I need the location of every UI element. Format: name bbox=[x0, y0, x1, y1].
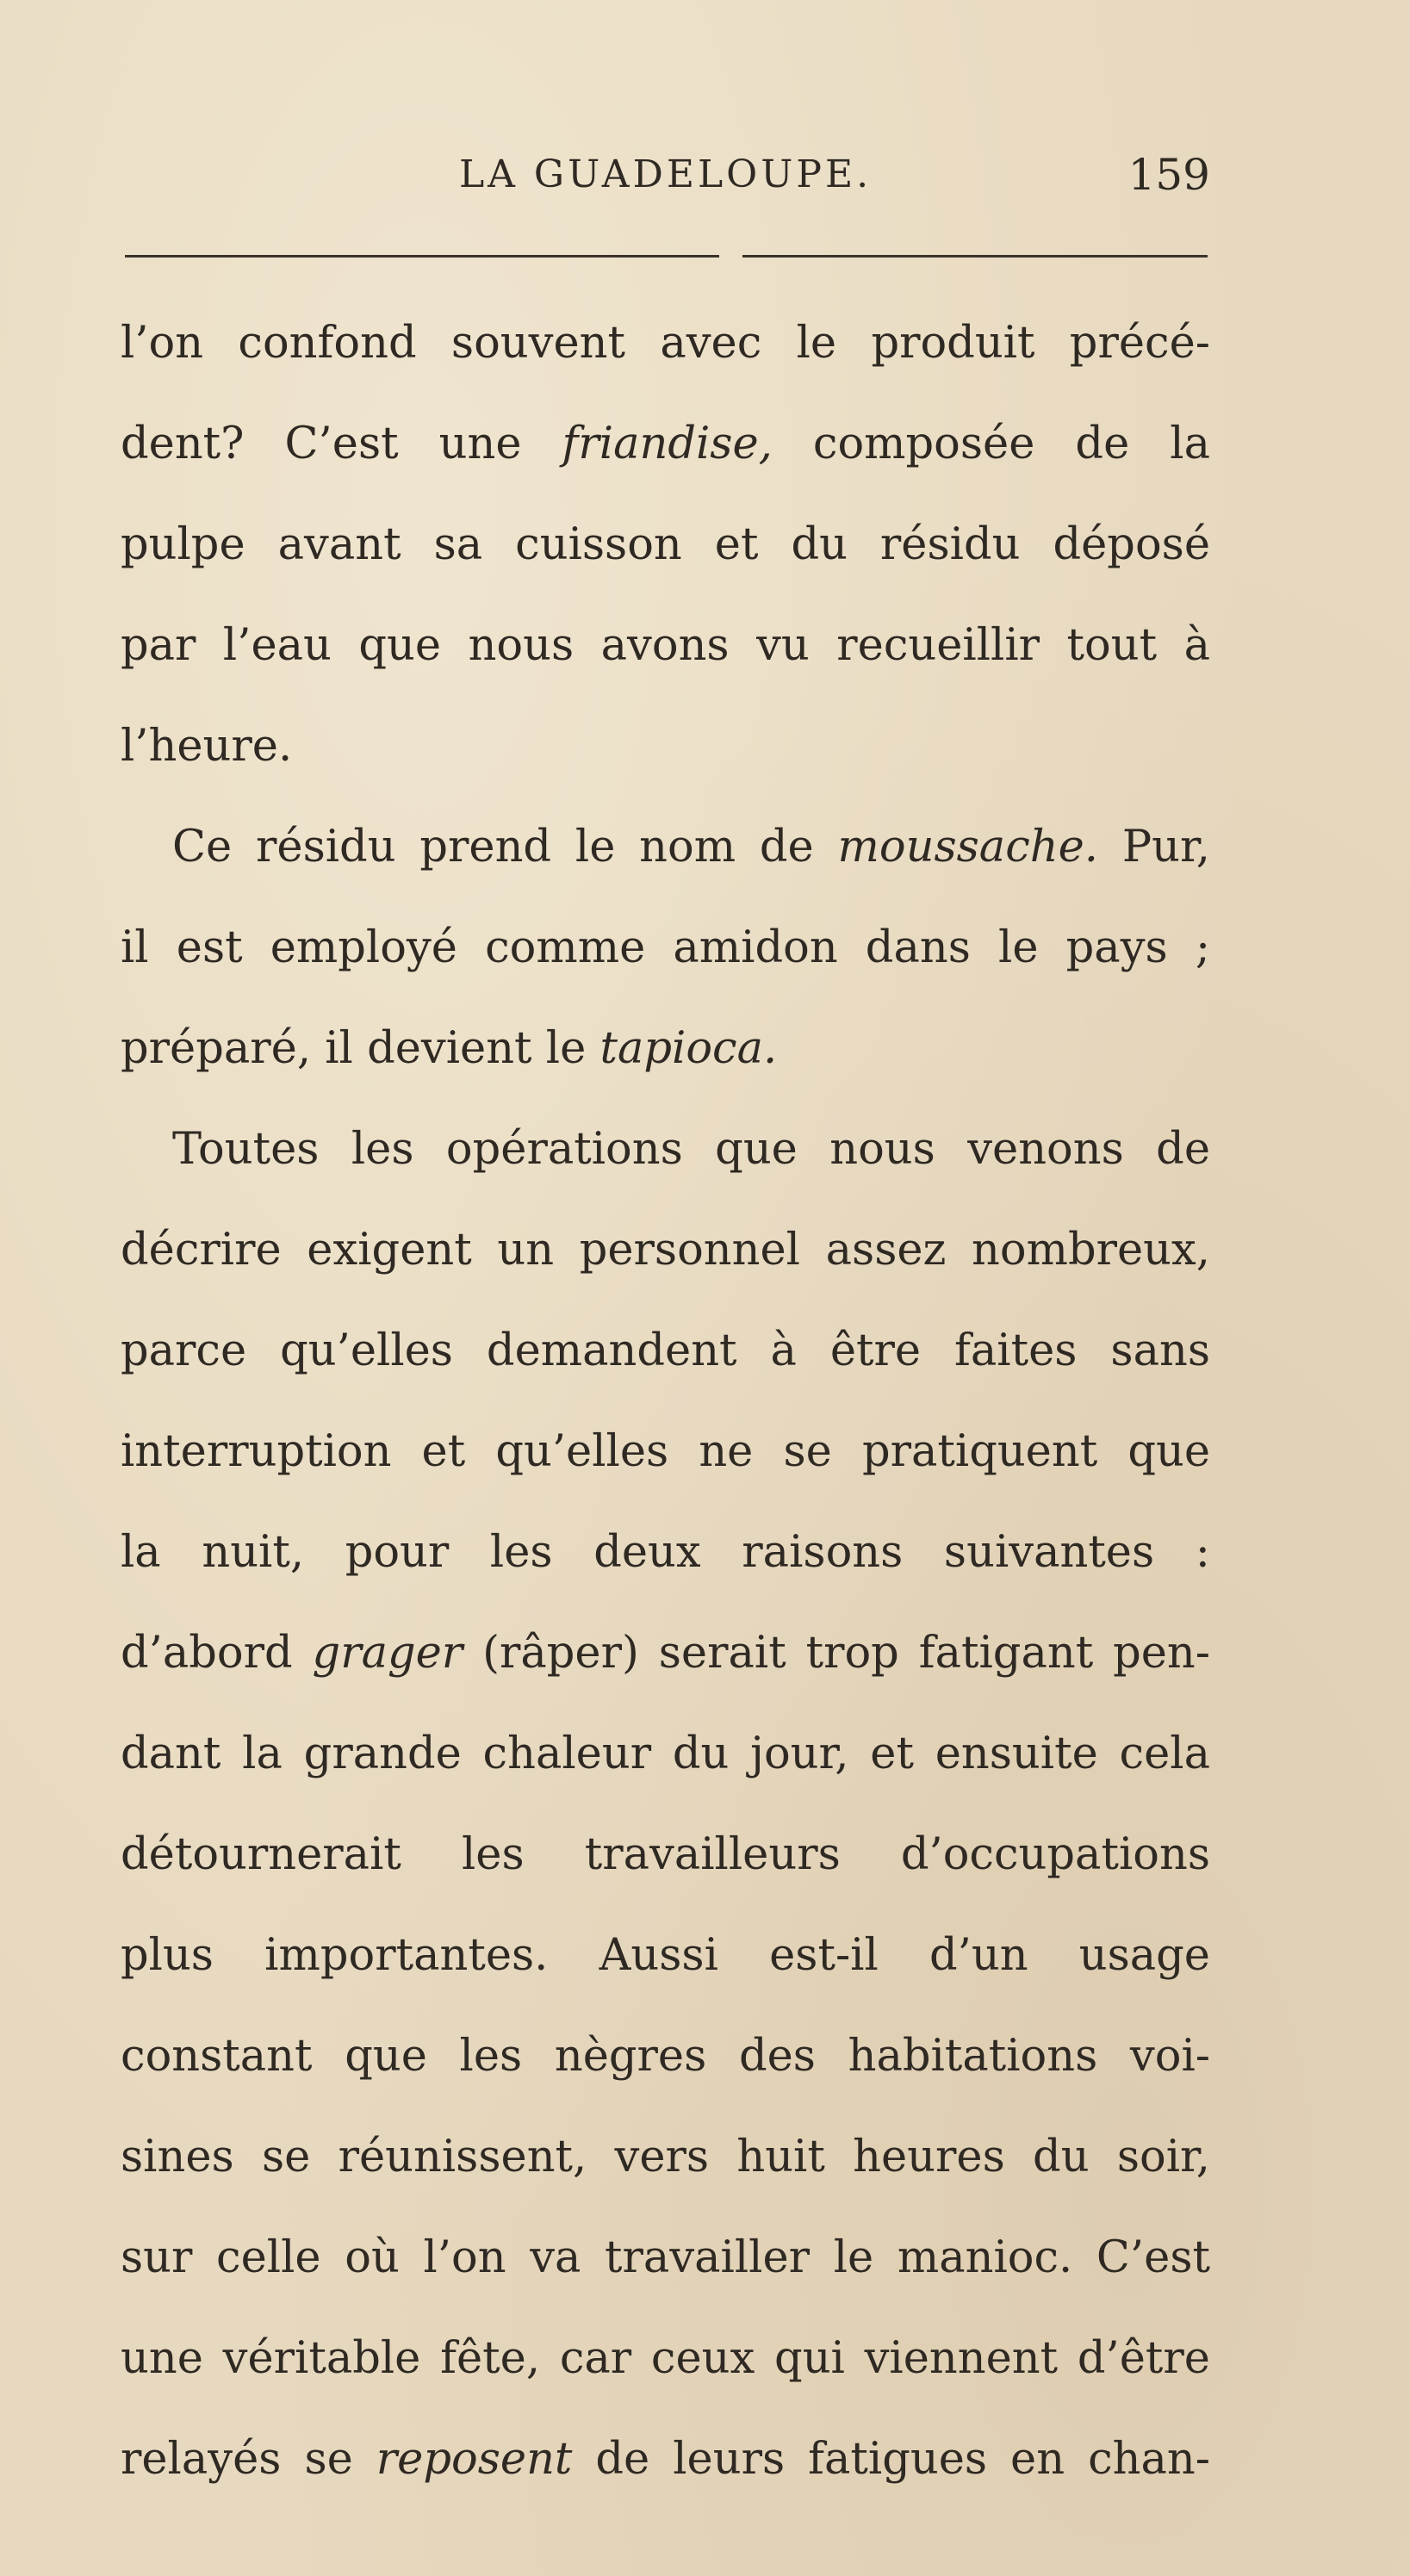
text-line: relayés se reposent de leurs fatigues en chan- bbox=[121, 2434, 1210, 2485]
header-rule-left bbox=[125, 255, 719, 258]
text-line: sur celle où l’on va travailler le manioc. C’est bbox=[121, 2232, 1210, 2283]
text-line: interruption et qu’elles ne se pratiquent que bbox=[121, 1426, 1210, 1477]
italic-word: tapioca. bbox=[599, 1023, 778, 1074]
text-line: préparé, il devient le tapioca. bbox=[121, 1023, 778, 1074]
text-line: détournerait les travailleurs d’occupations bbox=[121, 1829, 1210, 1880]
text-line: parce qu’elles demandent à être faites sans bbox=[121, 1325, 1210, 1376]
page-number: 159 bbox=[1127, 150, 1210, 200]
paragraph-first-line: Ce résidu prend le nom de moussache. Pur, bbox=[172, 822, 1210, 872]
italic-word: reposent bbox=[376, 2434, 573, 2485]
text-line: par l’eau que nous avons vu recueillir tout à bbox=[121, 620, 1210, 671]
running-title: LA GUADELOUPE. bbox=[458, 152, 873, 196]
paragraph-first-line: Toutes les opérations que nous venons de bbox=[172, 1124, 1210, 1175]
text-line: décrire exigent un personnel assez nombreux, bbox=[121, 1225, 1210, 1276]
text-line: dant la grande chaleur du jour, et ensuite cela bbox=[121, 1729, 1210, 1779]
text-line: constant que les nègres des habitations voi- bbox=[121, 2031, 1210, 2082]
text-line: la nuit, pour les deux raisons suivantes : bbox=[121, 1527, 1210, 1578]
italic-word: grager bbox=[312, 1628, 463, 1679]
text-line: l’on confond souvent avec le produit précé- bbox=[121, 318, 1210, 369]
text-line: d’abord grager (râper) serait trop fatigant pen- bbox=[121, 1628, 1210, 1679]
italic-word: moussache. bbox=[837, 822, 1099, 872]
text-line: plus importantes. Aussi est-il d’un usage bbox=[121, 1930, 1210, 1981]
running-head bbox=[121, 145, 1210, 205]
text-line: l’heure. bbox=[121, 721, 293, 772]
text-line: sines se réunissent, vers huit heures du soir, bbox=[121, 2132, 1210, 2182]
body-text bbox=[121, 293, 1210, 2510]
text-line: il est employé comme amidon dans le pays ; bbox=[121, 922, 1210, 973]
italic-word: friandise, bbox=[562, 419, 773, 469]
text-line: dent? C’est une friandise, composée de la bbox=[121, 419, 1210, 469]
text-line: une véritable fête, car ceux qui viennent d’être bbox=[121, 2333, 1210, 2384]
header-rule-right bbox=[742, 255, 1208, 258]
text-line: pulpe avant sa cuisson et du résidu déposé bbox=[121, 519, 1210, 570]
